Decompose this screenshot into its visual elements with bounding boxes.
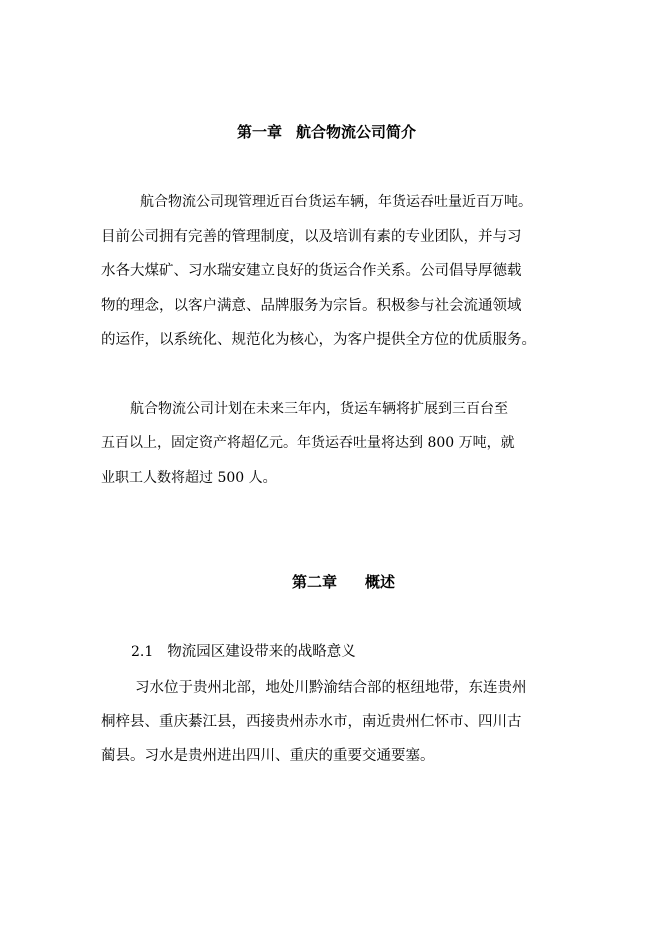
chapter-1-p2-line-1: 航合物流公司计划在未来三年内，货运车辆将扩展到三百台至	[130, 401, 508, 417]
chapter-2-number: 第二章	[292, 573, 338, 591]
section-2-1-heading	[131, 642, 356, 662]
chapter-1-p1-line-4: 物的理念，以客户满意、品牌服务为宗旨。积极参与社会流通领域	[101, 298, 522, 314]
chapter-2-heading	[292, 572, 395, 592]
chapter-1-p1-line-3: 水各大煤矿、习水瑞安建立良好的货运合作关系。公司倡导厚德载	[101, 263, 522, 279]
chapter-1-p1-line-2: 目前公司拥有完善的管理制度，以及培训有素的专业团队，并与习	[101, 229, 522, 245]
chapter-2-title: 概述	[365, 573, 396, 591]
chapter-1-p1-line-1: 航合物流公司现管理近百台货运车辆，年货运吞吐量近百万吨。	[140, 194, 532, 210]
chapter-1-p2-line-3: 业职工人数将超过 500 人。	[101, 470, 277, 486]
chapter-1-p2-line-2: 五百以上，固定资产将超亿元。年货运吞吐量将达到 800 万吨，就	[101, 435, 515, 451]
chapter-1-title: 航合物流公司简介	[296, 123, 417, 141]
chapter-2-p1-line-3: 蔺县。习水是贵州进出四川、重庆的重要交通要塞。	[101, 748, 435, 764]
chapter-1-number: 第一章	[237, 123, 283, 141]
chapter-1-heading	[237, 122, 416, 142]
section-2-1-number: 2.1	[131, 644, 154, 660]
chapter-2-p1-line-1: 习水位于贵州北部，地处川黔渝结合部的枢纽地带，东连贵州	[135, 680, 527, 696]
section-2-1-title: 物流园区建设带来的战略意义	[167, 644, 356, 660]
chapter-1-p1-line-5: 的运作，以系统化、规范化为核心，为客户提供全方位的优质服务。	[101, 332, 536, 348]
chapter-2-p1-line-2: 桐梓县、重庆綦江县，西接贵州赤水市，南近贵州仁怀市、四川古	[101, 714, 522, 730]
